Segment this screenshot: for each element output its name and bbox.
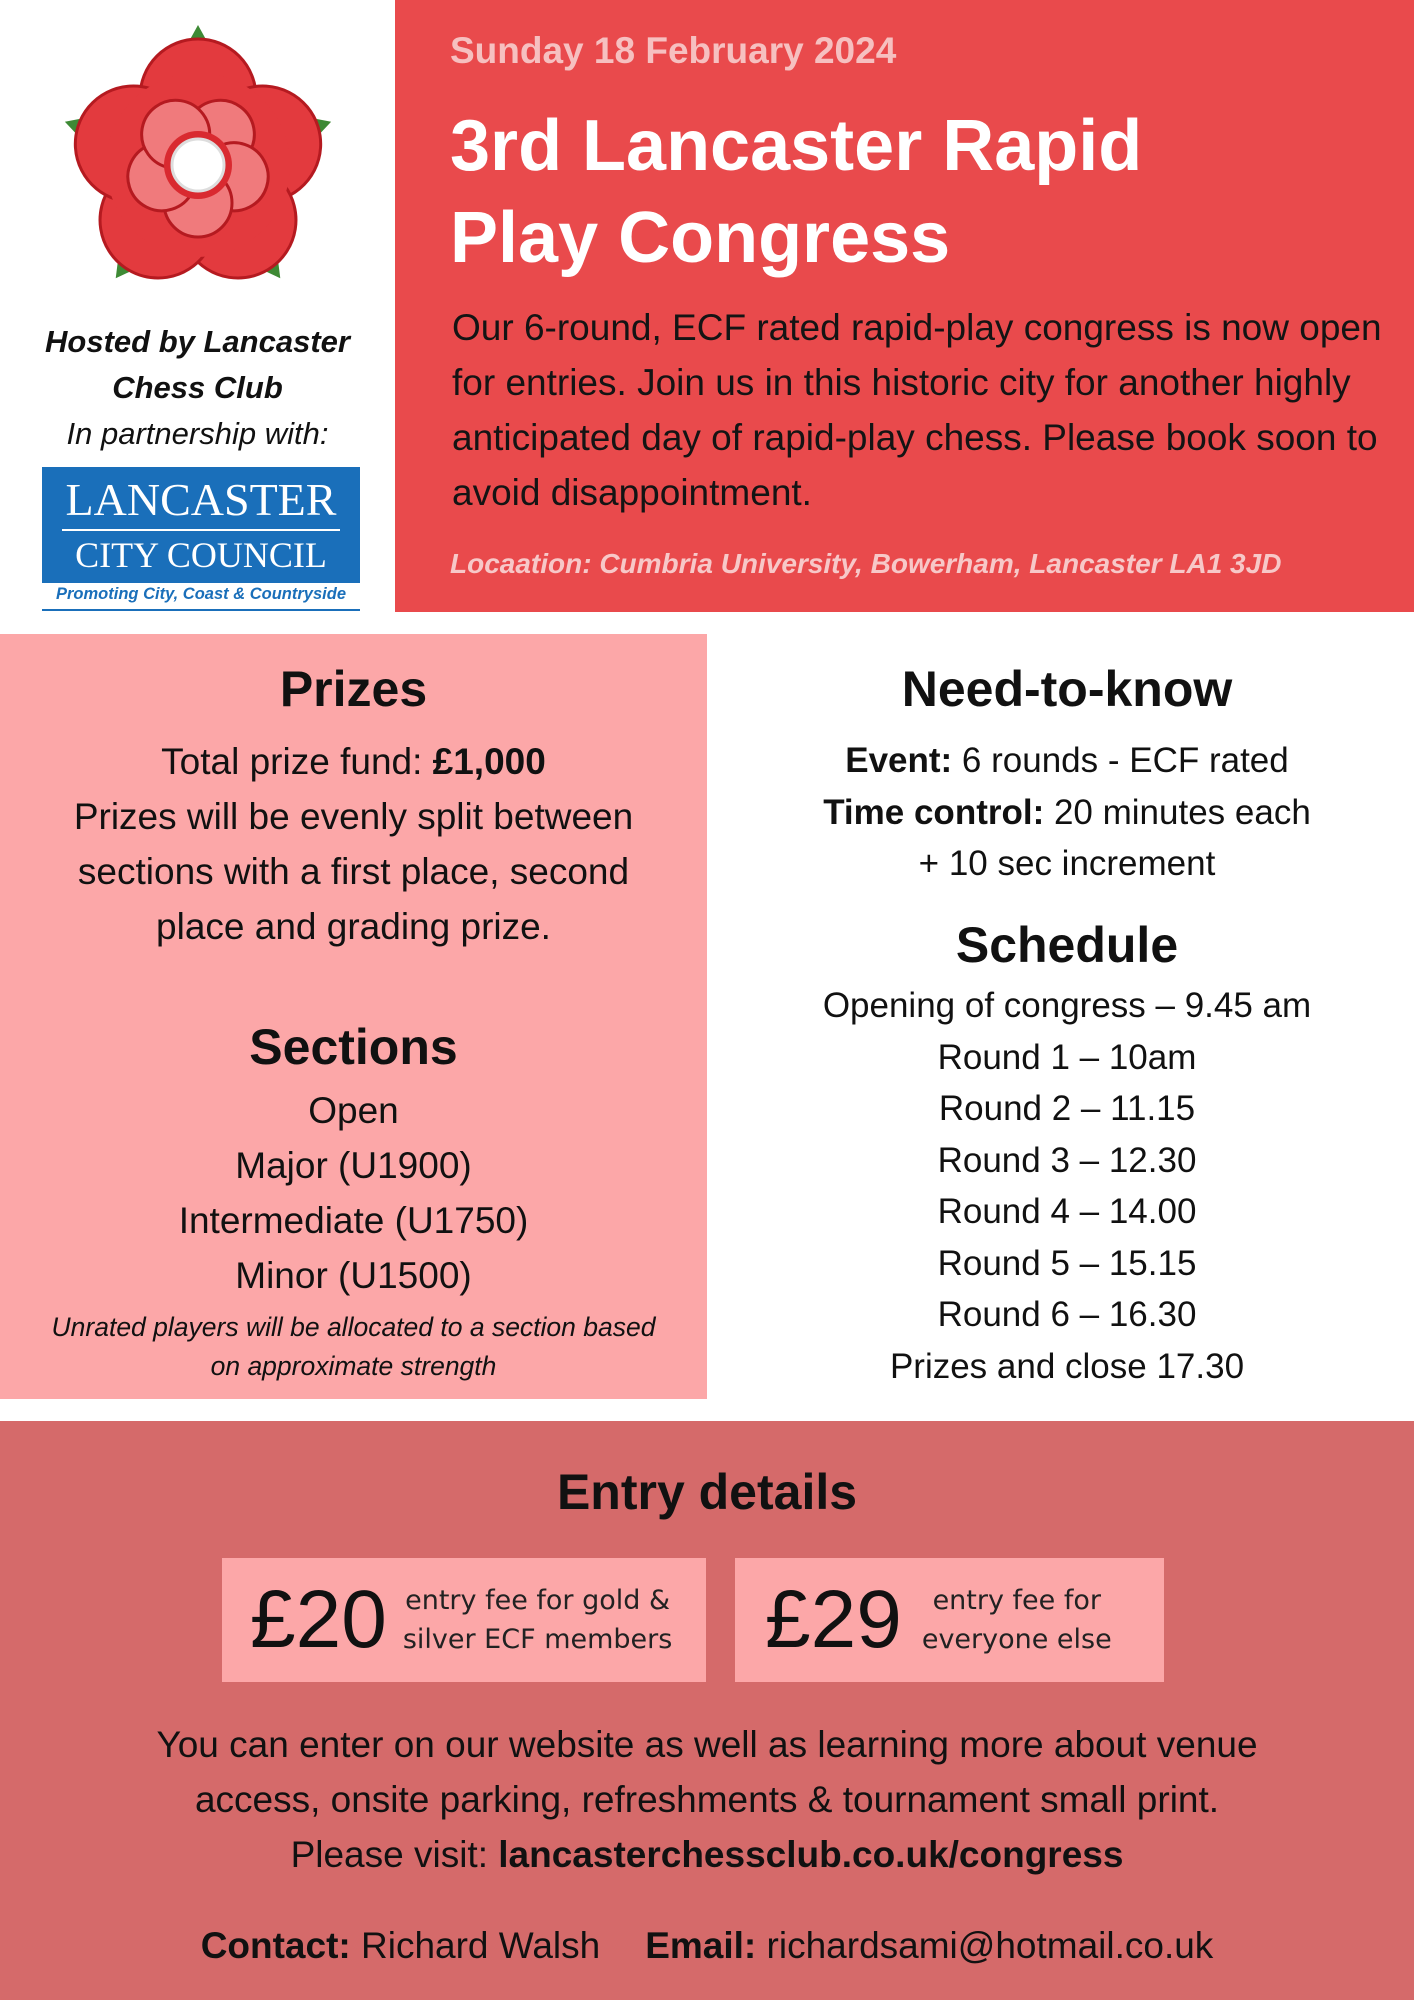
contact-name: Richard Walsh: [350, 1925, 601, 1966]
hosted-by-line1: Hosted by Lancaster: [45, 324, 350, 359]
prizes-panel: [0, 634, 707, 1399]
event-location: Locaation: Cumbria University, Bowerham, Lancaster LA1 3JD: [450, 548, 1282, 579]
contact-label: Contact:: [200, 1925, 351, 1966]
fee-members-line1: entry fee for gold &: [405, 1585, 671, 1616]
schedule-heading: Schedule: [955, 917, 1179, 973]
red-rose-logo: [28, 20, 368, 310]
prize-fund-label: Total prize fund:: [161, 741, 433, 782]
schedule-item: Round 3 – 12.30: [937, 1140, 1197, 1180]
website-line1: You can enter on our website as well as learning more about venue: [156, 1724, 1258, 1765]
prize-split-text: Prizes will be evenly split between sections with a first place, second place and grading prize.: [73, 796, 634, 947]
visit-label: Please visit:: [290, 1834, 499, 1875]
event-date: Sunday 18 February 2024: [450, 30, 897, 71]
council-name-line1: LANCASTER: [65, 474, 337, 525]
time-control-label: Time control:: [823, 793, 1045, 832]
fee-description-members: [403, 1581, 673, 1659]
council-tagline: Promoting City, Coast & Countryside: [56, 585, 346, 603]
website-link[interactable]: lancasterchessclub.co.uk/congress: [498, 1834, 1124, 1875]
fee-box-others: [735, 1558, 1164, 1682]
event-title-line1: 3rd Lancaster Rapid: [450, 106, 1143, 186]
time-control-line: [707, 787, 1414, 839]
event-header: [395, 0, 1414, 612]
need-to-know-heading: Need-to-know: [901, 661, 1233, 717]
schedule-item: Round 1 – 10am: [937, 1037, 1197, 1077]
section-item: Major (U1900): [235, 1145, 472, 1186]
email-address[interactable]: richardsami@hotmail.co.uk: [756, 1925, 1214, 1966]
prize-fund-line: [0, 734, 707, 789]
need-to-know-panel: [707, 634, 1414, 1399]
schedule-item: Round 4 – 14.00: [937, 1192, 1197, 1231]
prize-fund-value: £1,000: [432, 741, 546, 782]
host-column: [0, 0, 395, 612]
entry-details-panel: [0, 1421, 1414, 2000]
contact-line: [0, 1918, 1414, 1973]
fee-description-others: [922, 1581, 1112, 1659]
entry-heading: Entry details: [556, 1464, 858, 1520]
schedule-item: Round 2 – 11.15: [938, 1089, 1196, 1128]
section-item: Minor (U1500): [235, 1255, 472, 1296]
email-label: Email:: [645, 1925, 757, 1966]
schedule-item: Round 6 – 16.30: [937, 1295, 1197, 1334]
council-name-line2: CITY COUNCIL: [75, 535, 327, 575]
fee-box-members: [222, 1558, 706, 1682]
fee-others-line2: everyone else: [921, 1624, 1112, 1655]
event-label: Event:: [845, 741, 953, 780]
event-intro: Our 6-round, ECF rated rapid-play congress is now open for entries. Join us in this historic city for another highly anticipated day of rapid-play chess. Please book soon to avoid disappointment.: [452, 307, 1382, 513]
sections-heading: Sections: [249, 1019, 458, 1075]
website-line2: access, onsite parking, refreshments & tournament small print.: [194, 1779, 1220, 1820]
fee-members-line2: silver ECF members: [402, 1624, 673, 1655]
fee-amount-members: £20: [250, 1574, 387, 1665]
event-info-line: [707, 735, 1414, 787]
hosted-by-line2: Chess Club: [112, 370, 283, 405]
visit-line: [0, 1827, 1414, 1882]
section-item: Intermediate (U1750): [178, 1200, 529, 1241]
event-value: 6 rounds - ECF rated: [952, 741, 1289, 780]
city-council-logo: [42, 467, 360, 615]
section-item: Open: [308, 1090, 399, 1131]
fee-amount-others: £29: [765, 1574, 902, 1665]
prizes-heading: Prizes: [279, 661, 428, 717]
event-title: [450, 100, 1370, 284]
event-title-line2: Play Congress: [450, 198, 951, 278]
time-control-value: 20 minutes each: [1044, 793, 1311, 832]
increment-line: + 10 sec increment: [918, 844, 1216, 883]
schedule-item: Prizes and close 17.30: [889, 1346, 1245, 1386]
schedule-item: Round 5 – 15.15: [937, 1243, 1197, 1283]
schedule-item: Opening of congress – 9.45 am: [822, 986, 1312, 1025]
unrated-note: Unrated players will be allocated to a section based on approximate strength: [51, 1312, 656, 1381]
fee-others-line1: entry fee for: [932, 1585, 1101, 1616]
partnership-label: In partnership with:: [66, 416, 329, 451]
